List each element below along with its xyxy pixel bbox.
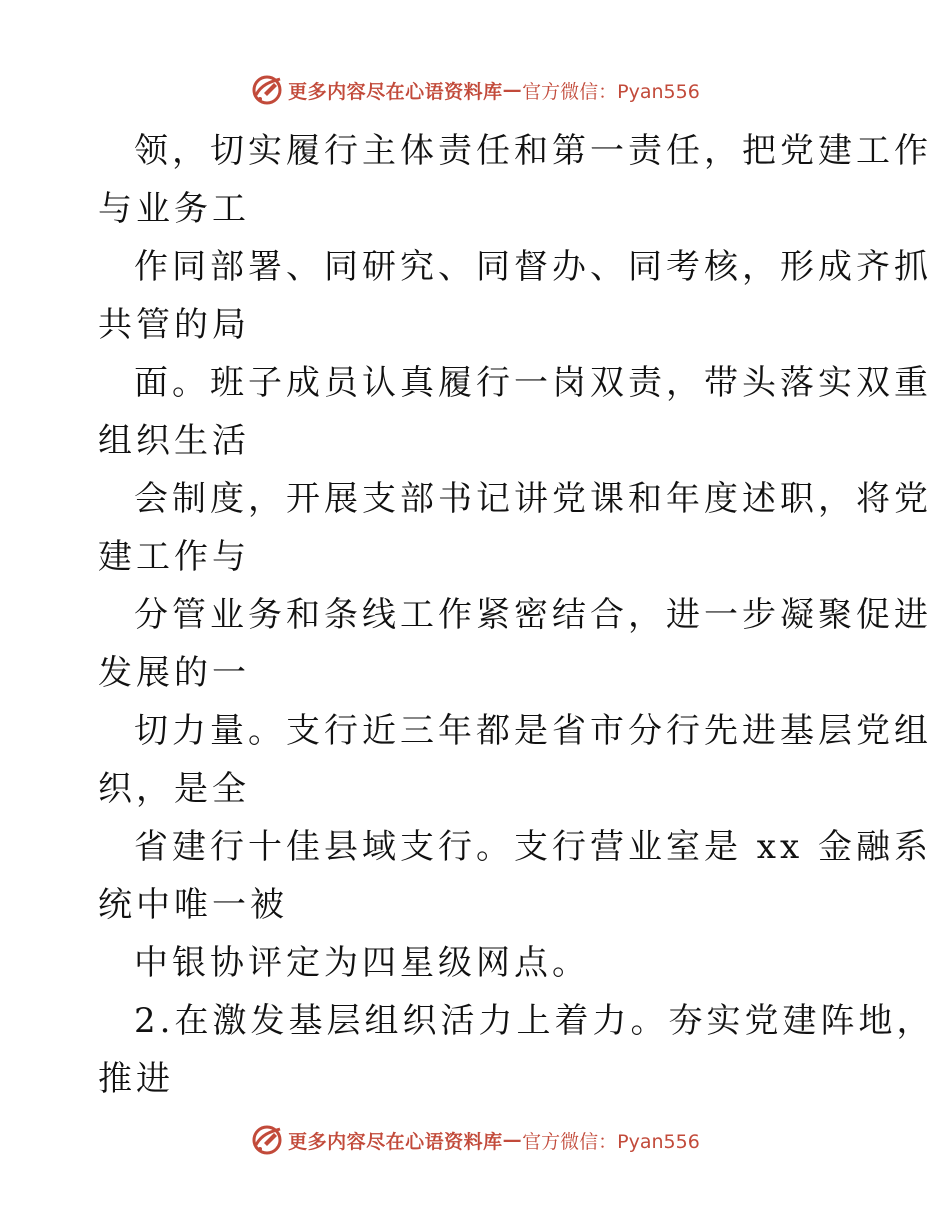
text-line: 建工作与: [98, 537, 250, 577]
watermark-wechat: 官方微信：Pyan556: [522, 80, 700, 103]
watermark-dash: —: [502, 79, 523, 101]
footer-watermark: [0, 1120, 950, 1160]
text-line: 2.在激发基层组织活力上着力。夯实党建阵地，: [134, 1001, 935, 1041]
text-line: 作同部署、同研究、同督办、同考核，形成齐抓: [134, 247, 932, 287]
pen-logo-icon: [250, 1123, 284, 1157]
watermark-text: 更多内容尽在心语资料库: [288, 80, 503, 103]
text-line: 推进: [98, 1059, 174, 1099]
text-line: 统中唯一被: [98, 885, 288, 925]
watermark-dash: —: [502, 1129, 523, 1151]
text-line: 会制度，开展支部书记讲党课和年度述职，将党: [134, 479, 932, 519]
watermark-wechat: 官方微信：Pyan556: [522, 1130, 700, 1153]
header-watermark: [0, 70, 950, 110]
text-line: 分管业务和条线工作紧密结合，进一步凝聚促进: [134, 595, 932, 635]
text-line: 面。班子成员认真履行一岗双责，带头落实双重: [134, 363, 932, 403]
text-line: 省建行十佳县域支行。支行营业室是 xx 金融系: [134, 827, 932, 867]
text-line: 织，是全: [98, 769, 250, 809]
text-line: 中银协评定为四星级网点。: [134, 943, 590, 983]
text-line: 组织生活: [98, 421, 250, 461]
text-line: 共管的局: [98, 305, 250, 345]
watermark-text: 更多内容尽在心语资料库: [288, 1130, 503, 1153]
document-body: [98, 122, 935, 1108]
text-line: 与业务工: [98, 189, 250, 229]
text-line: 切力量。支行近三年都是省市分行先进基层党组: [134, 711, 932, 751]
pen-logo-icon: [250, 73, 284, 107]
text-line: 发展的一: [98, 653, 250, 693]
text-line: 领，切实履行主体责任和第一责任，把党建工作: [134, 131, 932, 171]
